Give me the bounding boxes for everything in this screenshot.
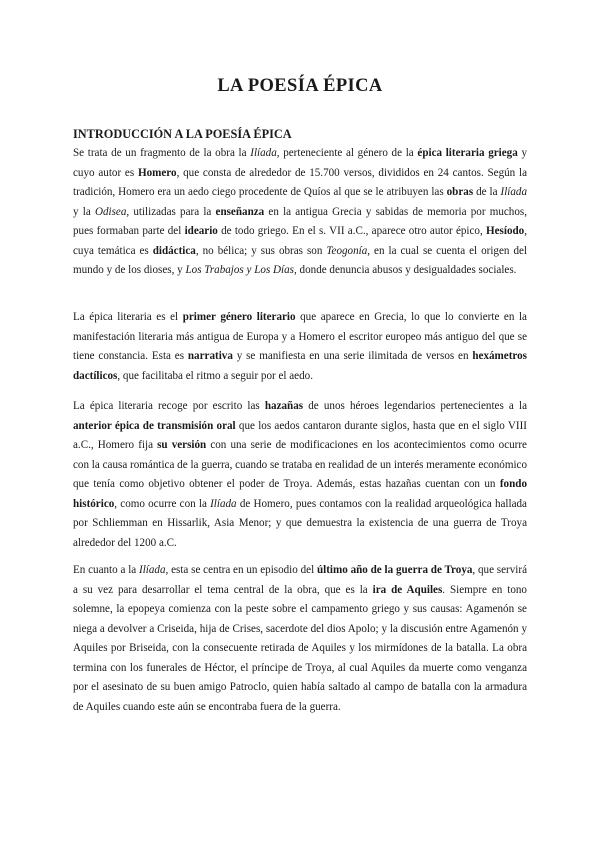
text-run: y cuyo autor es — [73, 147, 528, 179]
text-run: y la — [73, 205, 95, 218]
text-run: , perteneciente al género de la — [276, 147, 418, 159]
text-run: La épica literaria recoge por escrito las — [73, 400, 265, 412]
bold-term: hazañas — [264, 400, 304, 412]
paragraph-introduction — [73, 144, 527, 281]
bold-term: su versión — [157, 439, 207, 451]
text-run: La épica literaria es el — [73, 311, 183, 323]
bold-term: hexámetros dactílicos — [73, 350, 527, 382]
text-run: que aparece en Grecia, lo que lo convierte en la manifestación literaria más antigua de Europa y a Homero el escritor europeo más antiguo del que se tiene constancia. Esta es — [73, 311, 527, 362]
bold-term: primer género literario — [182, 311, 296, 323]
text-run: , que servirá a su vez para desarrollar el tema central de la obra, que es la — [73, 564, 527, 596]
italic-title: Ilíada — [250, 147, 277, 159]
bold-term: enseñanza — [215, 205, 265, 218]
bold-term: anterior épica de transmisión oral — [73, 419, 236, 432]
bold-term: Hesíodo — [486, 225, 525, 237]
italic-title: Ilíada — [139, 564, 166, 576]
text-run: que los aedos cantaron durante siglos, hasta que en el siglo VIII a.C., Homero fija — [73, 419, 527, 451]
italic-title: Ilíada — [210, 497, 237, 510]
text-run: de todo griego. En el s. VII a.C., aparece otro autor épico, — [217, 225, 486, 237]
text-run: , en la cual se cuenta el origen del mundo y de los dioses, y — [73, 244, 527, 276]
paragraph-heroic-deeds — [73, 397, 527, 553]
text-run: , esta se centra en un episodio del — [165, 564, 317, 576]
text-run: de la — [473, 186, 501, 198]
text-run: y se manifiesta en una serie ilimitada de versos en — [232, 350, 473, 362]
text-run: , que consta de alrededor de 15.700 versos, divididos en 24 cantos. Según la tradición, Homero era un aedo ciego procedente de Quíos al que se le atribuyen las — [73, 166, 528, 198]
italic-title: Los Trabajos y Los Días — [185, 264, 294, 276]
bold-term: último año de la guerra de Troya — [316, 564, 473, 576]
italic-title: Ilíada — [500, 186, 527, 198]
text-run: , donde denuncia abusos y desigualdades sociales. — [294, 264, 517, 276]
text-run: Se trata de un fragmento de la obra la — [73, 147, 251, 159]
text-run: de unos héroes legendarios pertenecientes a la — [303, 400, 527, 412]
paragraph-iliad-summary — [73, 561, 527, 717]
text-run: de Homero, pues contamos con la realidad arqueológica hallada por Schliemman en Hissarlik, Asia Menor; y que demuestra la existencia de una guerra de Troya alrededor del 1200 a.C. — [73, 497, 527, 549]
text-run: En cuanto a la — [73, 564, 140, 576]
bold-term: ideario — [184, 225, 218, 237]
bold-term: obras — [446, 186, 474, 198]
text-run: , utilizadas para la — [126, 205, 216, 218]
italic-title: Odisea — [94, 205, 127, 218]
italic-title: Teogonía — [326, 244, 368, 257]
bold-term: Homero — [137, 166, 177, 179]
text-run: con una serie de modificaciones en los acontecimientos como ocurre con la causa romántica de la guerra, cuando se trataba en realidad de un interés meramente económico que tenía como objetivo obtener el poder de Troya. Además, estas hazañas cuentan con un — [73, 439, 527, 490]
paragraph-first-genre — [73, 308, 527, 386]
text-run: , no bélica; y sus obras son — [195, 244, 327, 257]
bold-term: narrativa — [187, 350, 233, 362]
bold-term: ira de Aquiles — [372, 583, 443, 596]
text-run: , cuya temática es — [73, 225, 527, 257]
bold-term: didáctica — [152, 244, 196, 257]
text-run: , que facilitaba el ritmo a seguir por el aedo. — [117, 369, 313, 382]
bold-term: épica literaria griega — [417, 147, 518, 159]
page-title: LA POESÍA ÉPICA — [217, 76, 383, 96]
text-run: , como ocurre con la — [114, 497, 211, 510]
text-run: en la antigua Grecia y sabidas de memoria por muchos, pues formaban parte del — [73, 205, 527, 237]
bold-term: fondo histórico — [73, 478, 527, 510]
section-heading: INTRODUCCIÓN A LA POESÍA ÉPICA — [73, 127, 292, 141]
text-run: . Siempre en tono solemne, la epopeya comienza con la peste sobre el campamento griego y sus causas: Agamenón se niega a devolver a Criseida, hija de Crises, sacerdote del dios Apolo; y la discusión entre Agamenón y Aquiles por Briseida, con la consecuente retirada de Aquiles y los mirmídones de la batalla. La obra termina con los funerales de Héctor, el príncipe de Troya, al cual Aquiles da muerte como venganza por el asesinato de su buen amigo Patroclo, quien había saltado al campo de batalla con la armadura de Aquiles cuando este aún se encontraba fuera de la guerra. — [73, 583, 527, 713]
